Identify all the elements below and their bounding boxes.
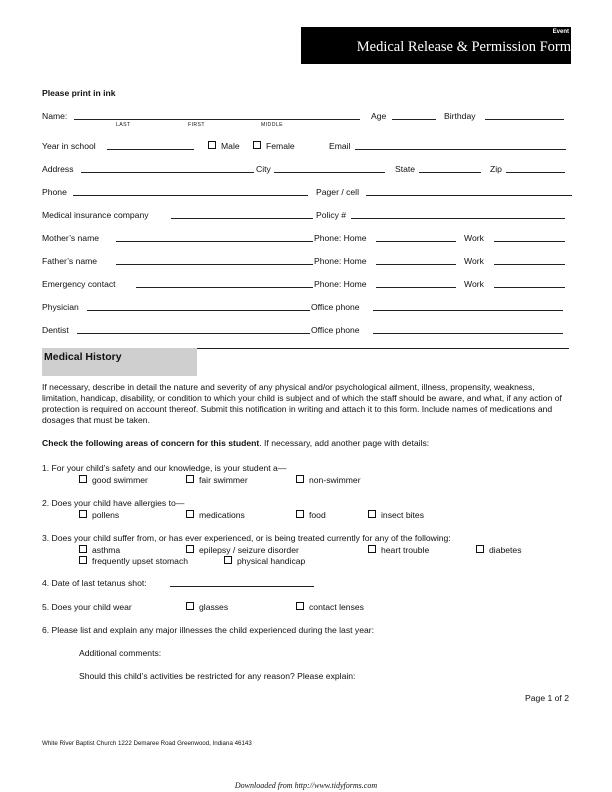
physician-office-phone-field[interactable]: [373, 310, 563, 311]
checkbox-icon: [186, 602, 194, 610]
checkbox-icon: [296, 475, 304, 483]
physician-field[interactable]: [87, 310, 310, 311]
pager-label: Pager / cell: [316, 187, 359, 197]
emergency-contact-label: Emergency contact: [42, 279, 116, 289]
policy-label: Policy #: [316, 210, 347, 220]
checkbox-icon: [368, 545, 376, 553]
checkbox-icon: [79, 510, 87, 518]
male-option[interactable]: Male: [208, 141, 240, 152]
emergency-phone-home-label: Phone: Home: [314, 279, 367, 289]
age-field[interactable]: [392, 119, 436, 120]
email-field[interactable]: [355, 149, 566, 150]
checkbox-icon: [79, 475, 87, 483]
checkbox-icon: [296, 510, 304, 518]
dentist-label: Dentist: [42, 325, 69, 335]
option-non-swimmer[interactable]: non-swimmer: [296, 475, 361, 486]
zip-field[interactable]: [506, 172, 565, 173]
name-last-caption: LAST: [116, 122, 131, 128]
name-middle-caption: MIDDLE: [261, 122, 283, 128]
name-label: Name:: [42, 111, 68, 121]
option-heart-trouble[interactable]: heart trouble: [368, 545, 429, 556]
emergency-contact-field[interactable]: [136, 287, 313, 288]
activity-restriction-label: Should this child’s activities be restricted for any reason? Please explain:: [79, 671, 356, 681]
medical-history-paragraph: If necessary, describe in detail the nature and severity of any physical and/or psychological ailment, illness, propensity, weakness, limitation, handicap, disability, or condition to which your child is subject and of which the staff should be aware, and what, if any action of protection is required on account thereof. Submit this notification in writing and attach it to this form. Include names of medications and dosages that must be taken.: [42, 382, 562, 425]
checkbox-icon: [186, 545, 194, 553]
checkbox-icon: [368, 510, 376, 518]
checkbox-icon: [296, 602, 304, 610]
emergency-work-label: Work: [464, 279, 484, 289]
state-label: State: [395, 164, 416, 174]
dentist-field[interactable]: [77, 333, 310, 334]
mothers-name-field[interactable]: [116, 241, 313, 242]
option-food[interactable]: food: [296, 510, 326, 521]
name-first-caption: FIRST: [188, 122, 205, 128]
physician-label: Physician: [42, 302, 79, 312]
name-field[interactable]: [74, 119, 360, 120]
dentist-office-phone-label: Office phone: [311, 325, 360, 335]
father-work-field[interactable]: [494, 264, 565, 265]
female-option[interactable]: Female: [253, 141, 295, 152]
checkbox-icon: [208, 141, 216, 149]
option-epilepsy[interactable]: epilepsy / seizure disorder: [186, 545, 299, 556]
father-phone-home-label: Phone: Home: [314, 256, 367, 266]
mothers-name-label: Mother’s name: [42, 233, 100, 243]
fathers-name-label: Father’s name: [42, 256, 98, 266]
section-divider: [197, 348, 569, 349]
question-allergies: 2. Does your child have allergies to—: [42, 498, 185, 508]
option-asthma[interactable]: asthma: [79, 545, 120, 556]
phone-field[interactable]: [73, 195, 308, 196]
option-fair-swimmer[interactable]: fair swimmer: [186, 475, 248, 486]
question-tetanus: 4. Date of last tetanus shot:: [42, 578, 147, 588]
question-swimmer: 1. For your child’s safety and our knowledge, is your student a—: [42, 463, 287, 473]
option-pollens[interactable]: pollens: [79, 510, 119, 521]
email-label: Email: [329, 141, 351, 151]
dentist-office-phone-field[interactable]: [373, 333, 563, 334]
checkbox-icon: [476, 545, 484, 553]
option-upset-stomach[interactable]: frequently upset stomach: [79, 556, 188, 567]
pager-field[interactable]: [366, 195, 572, 196]
father-work-label: Work: [464, 256, 484, 266]
father-phone-home-field[interactable]: [376, 264, 456, 265]
year-in-school-label: Year in school: [42, 141, 96, 151]
mother-work-label: Work: [464, 233, 484, 243]
year-in-school-field[interactable]: [107, 149, 194, 150]
question-conditions: 3. Does your child suffer from, or has ever experienced, or is being treated currently for any of the following:: [42, 533, 451, 543]
download-credit: Downloaded from http://www.tidyforms.com: [234, 781, 378, 790]
option-good-swimmer[interactable]: good swimmer: [79, 475, 148, 486]
option-medications[interactable]: medications: [186, 510, 245, 521]
option-insect-bites[interactable]: insect bites: [368, 510, 424, 521]
option-glasses[interactable]: glasses: [186, 602, 228, 613]
mother-phone-home-label: Phone: Home: [314, 233, 367, 243]
title-banner: [301, 27, 571, 64]
event-tag: Event: [552, 29, 569, 35]
insurance-field[interactable]: [171, 218, 313, 219]
page-number: Page 1 of 2: [525, 693, 569, 703]
checkbox-icon: [186, 475, 194, 483]
checkbox-icon: [186, 510, 194, 518]
checkbox-icon: [79, 556, 87, 564]
emergency-phone-home-field[interactable]: [376, 287, 456, 288]
tetanus-date-field[interactable]: [170, 586, 314, 587]
phone-label: Phone: [42, 187, 67, 197]
policy-field[interactable]: [351, 218, 565, 219]
footer-address: White River Baptist Church 1222 Demaree Road Greenwood, Indiana 46143: [42, 740, 252, 747]
city-label: City: [256, 164, 271, 174]
medical-history-heading: Medical History: [44, 351, 122, 363]
mother-work-field[interactable]: [494, 241, 565, 242]
address-field[interactable]: [81, 172, 254, 173]
emergency-work-field[interactable]: [494, 287, 565, 288]
print-instruction: Please print in ink: [42, 88, 116, 98]
birthday-label: Birthday: [444, 111, 476, 121]
question-eyewear: 5. Does your child wear: [42, 602, 132, 612]
checkbox-icon: [253, 141, 261, 149]
option-diabetes[interactable]: diabetes: [476, 545, 522, 556]
fathers-name-field[interactable]: [116, 264, 313, 265]
state-field[interactable]: [419, 172, 481, 173]
form-title: Medical Release & Permission Form: [356, 39, 571, 55]
question-illnesses: 6. Please list and explain any major illnesses the child experienced during the last year:: [42, 625, 375, 635]
option-physical-handicap[interactable]: physical handicap: [224, 556, 305, 567]
download-link[interactable]: http://www.tidyforms.com: [294, 781, 378, 790]
birthday-field[interactable]: [485, 119, 564, 120]
physician-office-phone-label: Office phone: [311, 302, 360, 312]
address-label: Address: [42, 164, 74, 174]
check-instruction: Check the following areas of concern for this student. If necessary, add another page with details:: [42, 438, 430, 448]
additional-comments-label: Additional comments:: [79, 648, 162, 658]
mother-phone-home-field[interactable]: [376, 241, 456, 242]
checkbox-icon: [79, 545, 87, 553]
checkbox-icon: [224, 556, 232, 564]
zip-label: Zip: [490, 164, 502, 174]
option-contact-lenses[interactable]: contact lenses: [296, 602, 364, 613]
city-field[interactable]: [274, 172, 385, 173]
age-label: Age: [371, 111, 387, 121]
insurance-label: Medical insurance company: [42, 210, 149, 220]
